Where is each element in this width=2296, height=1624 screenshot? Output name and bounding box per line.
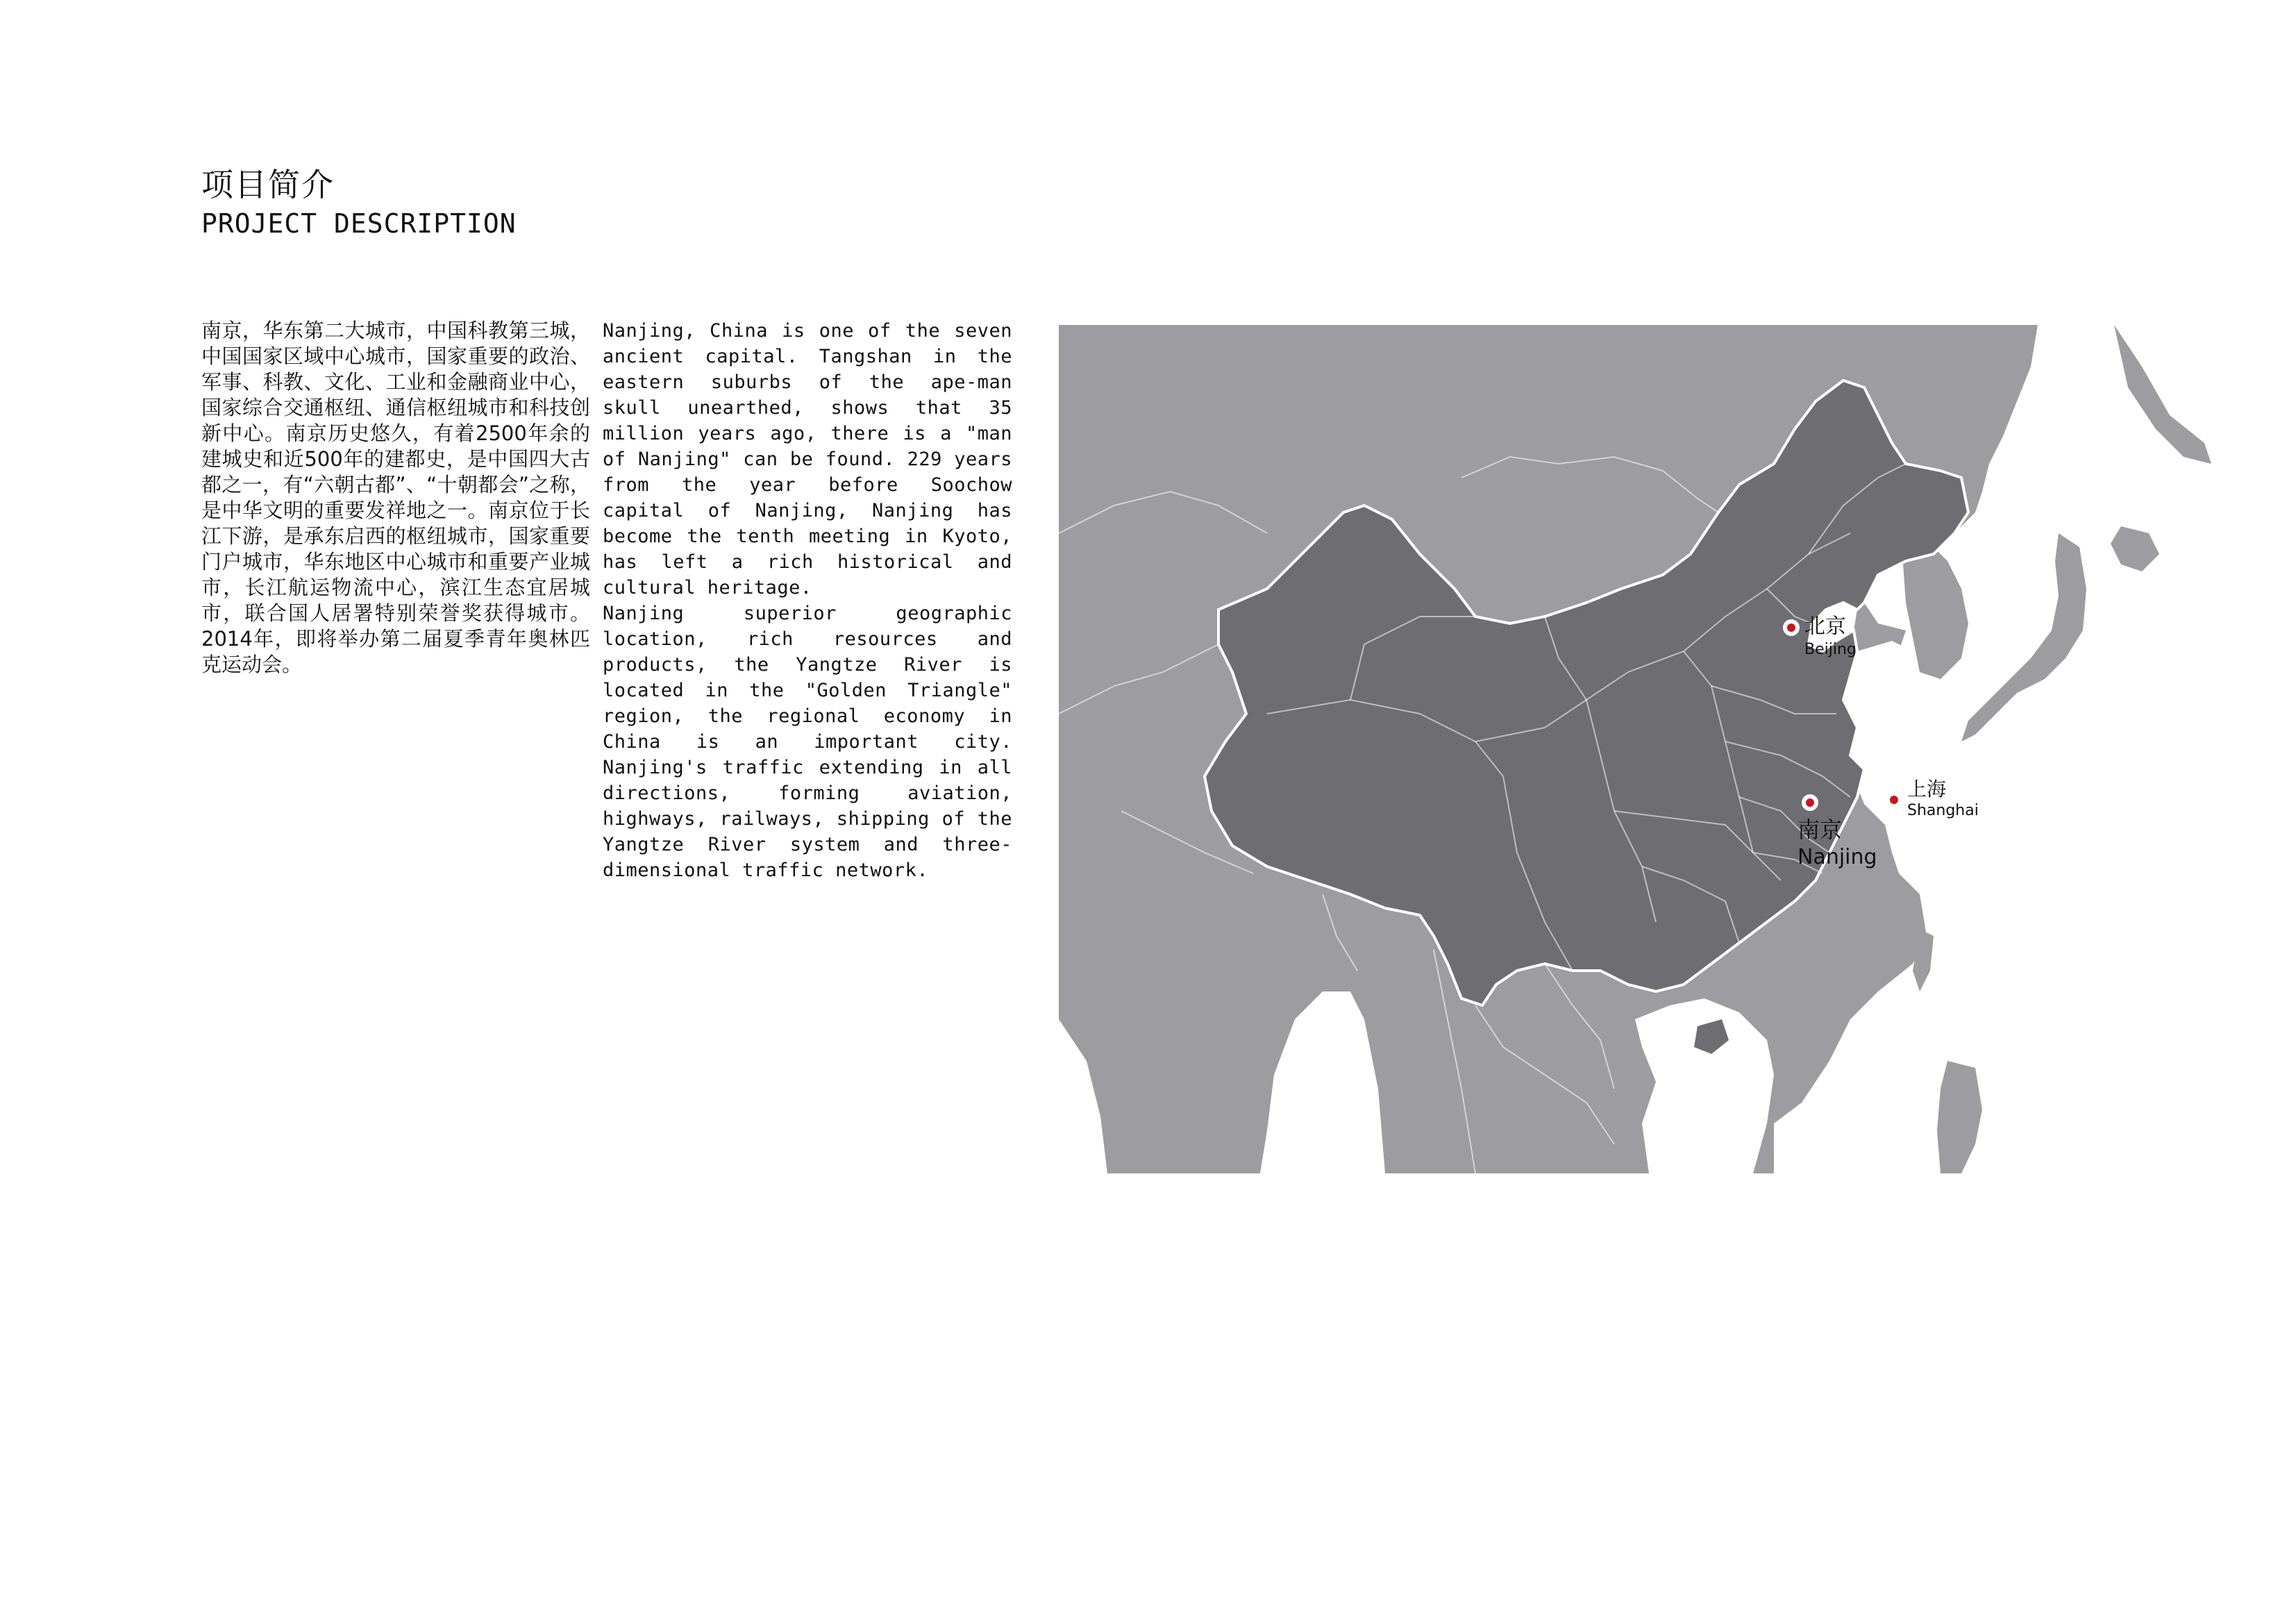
- city-label-en-nanjing: Nanjing: [1798, 845, 1877, 869]
- city-marker-nanjing-dot: [1806, 798, 1814, 807]
- map-svg: [1059, 325, 2211, 1173]
- city-label-cn-beijing: 北京: [1804, 614, 1846, 639]
- description-english-paragraph-1: Nanjing, China is one of the seven ancient capital. Tangshan in the eastern suburbs of the ape-man skull unearthed, shows that 35 million years ago, there is a "man of Nanjing" can be found. 229 years from the year before Soochow capital of Nanjing, Nanjing has become the tenth meeting in Kyoto, has left a rich historical and cultural heritage.: [603, 320, 1012, 598]
- city-label-en-beijing: Beijing: [1804, 641, 1857, 658]
- title-chinese: 项目简介: [201, 166, 335, 203]
- description-english: [603, 318, 1012, 883]
- city-label-en-shanghai: Shanghai: [1907, 802, 1979, 819]
- city-marker-beijing-dot: [1787, 623, 1795, 632]
- city-label-cn-nanjing: 南京: [1798, 817, 1843, 843]
- china-location-map: [1059, 325, 2211, 1173]
- city-label-cn-shanghai: 上海: [1907, 778, 1947, 801]
- title-english: PROJECT DESCRIPTION: [201, 208, 517, 239]
- description-chinese: 南京，华东第二大城市，中国科教第三城，中国国家区域中心城市，国家重要的政治、军事、科教、文化、工业和金融商业中心，国家综合交通枢纽、通信枢纽城市和科技创新中心。南京历史悠久，有着2500年余的建城史和近500年的建都史，是中国四大古都之一，有“六朝古都”、“十朝都会”之称，是中华文明的重要发祥地之一。南京位于长江下游，是承东启西的枢纽城市，国家重要门户城市，华东地区中心城市和重要产业城市，长江航运物流中心，滨江生态宜居城市，联合国人居署特别荣誉奖获得城市。2014年，即将举办第二届夏季青年奥林匹克运动会。: [201, 319, 590, 676]
- city-marker-shanghai-dot: [1890, 796, 1898, 804]
- description-english-paragraph-2: Nanjing superior geographic location, rich resources and products, the Yangtze River is located in the "Golden Triangle" region, the regional economy in China is an important city. Nanjing's traffic extending in all directions, forming aviation, highways, railways, shipping of the Yangtze River system and three-dimensional traffic network.: [603, 603, 1012, 881]
